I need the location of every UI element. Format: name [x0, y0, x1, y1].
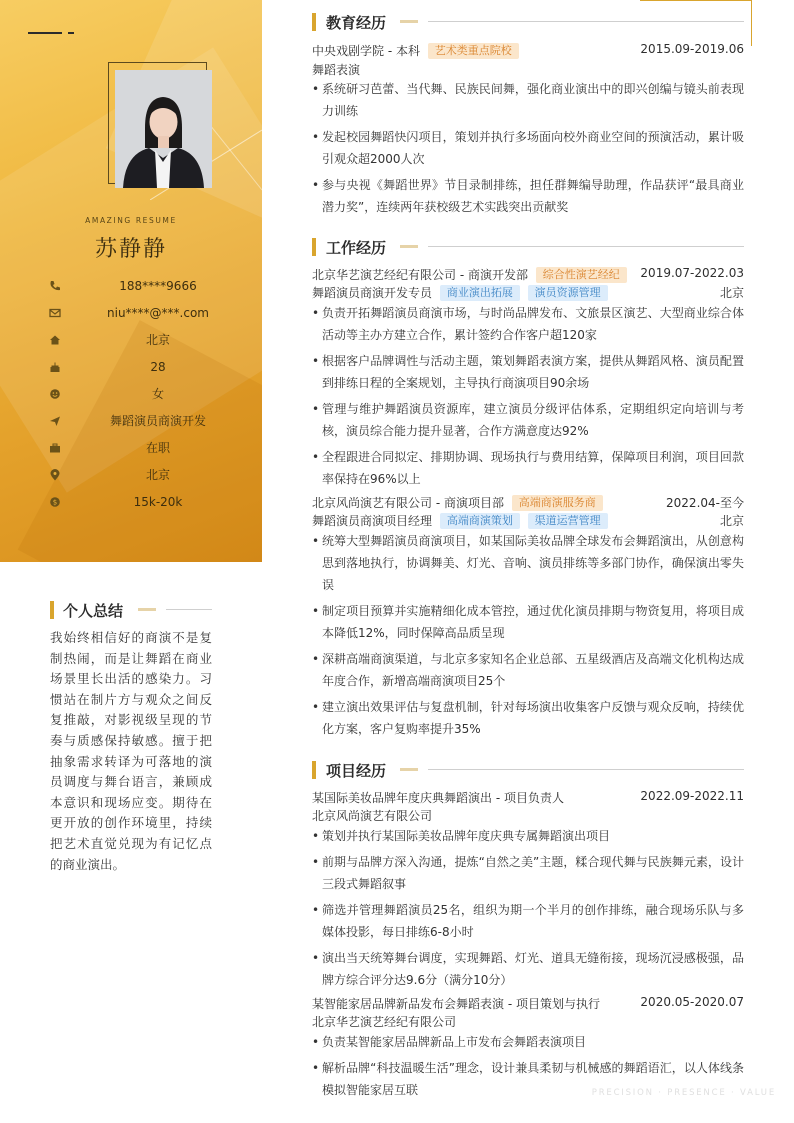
school-name: 中央戏剧学院 - 本科 — [312, 44, 420, 58]
job-role: 舞蹈演员商演项目经理 — [312, 514, 433, 528]
job-company: 北京华艺演艺经纪有限公司 - 商演开发部 — [312, 268, 528, 282]
education-header — [312, 42, 744, 59]
cake-icon — [48, 360, 62, 374]
job-bullet: • 根据客户品牌调性与活动主题，策划舞蹈表演方案，提供从舞蹈风格、演员配置到排练日程的全案规划，主导执行商演项目90余场 — [312, 350, 744, 394]
info-gender: 女 — [48, 384, 248, 404]
job-bullet: • 管理与维护舞蹈演员资源库，建立演员分级评估体系，定期组织定向培训与考核，演员综合能力提升显著，合作方满意度达92% — [312, 398, 744, 442]
footer-watermark: PRECISION · PRESENCE · VALUE — [591, 1088, 776, 1098]
section-divider — [428, 769, 744, 770]
section-divider — [166, 609, 212, 610]
info-status: 在职 — [48, 438, 248, 458]
job-bullet: • 负责开拓舞蹈演员商演市场，与时尚品牌发布、文旅景区演艺、大型商业综合体活动等主办方建立合作，累计签约合作客户超120家 — [312, 302, 744, 346]
section-marker — [312, 13, 316, 31]
info-email: niu****@***.com — [48, 303, 248, 323]
info-phone: 188****9666 — [48, 276, 248, 296]
skill-tag: 演员资源管理 — [528, 285, 608, 301]
info-location: 北京 — [48, 465, 248, 485]
section-divider — [428, 246, 744, 247]
info-intention: 舞蹈演员商演开发 — [48, 411, 248, 431]
project-bullet: • 负责某智能家居品牌新品上市发布会舞蹈表演项目 — [312, 1031, 744, 1053]
work-title: 工作经历 — [326, 239, 387, 257]
education-bullet: • 系统研习芭蕾、当代舞、民族民间舞，强化商业演出中的即兴创编与镜头前表现力训练 — [312, 78, 744, 122]
section-divider — [428, 21, 744, 22]
job-role-row — [312, 512, 744, 529]
project-bullet: • 筛选并管理舞蹈演员25名，组织为期一个半月的创作排练，融合现场乐队与多媒体投影，每日排练6-8小时 — [312, 899, 744, 943]
phone-icon — [48, 279, 62, 293]
location-pin-icon — [48, 468, 62, 482]
projects-title: 项目经历 — [326, 762, 387, 780]
project-org: 北京华艺演艺经纪有限公司 — [312, 1015, 457, 1029]
profile-photo — [115, 70, 212, 188]
project-header — [312, 995, 744, 1012]
mail-icon — [48, 306, 62, 320]
info-age: 28 — [48, 357, 248, 377]
education-bullet: • 参与央视《舞蹈世界》节目录制排练，担任群舞编导助理，作品获评“最具商业潜力奖”，连续两年获校级艺术实践突出贡献奖 — [312, 174, 744, 218]
job-date: 2022.04-至今 — [666, 496, 744, 510]
job-bullet: • 深耕高端商演渠道，与北京多家知名企业总部、五星级酒店及高端文化机构达成年度合作，新增高端商演项目25个 — [312, 648, 744, 692]
school-tag: 艺术类重点院校 — [428, 43, 519, 59]
skill-tag: 高端商演策划 — [440, 513, 520, 529]
job-bullet: • 统筹大型舞蹈演员商演项目，如某国际美妆品牌全球发布会舞蹈演出，从创意构思到落地执行，协调舞美、灯光、音响、演员排练等多部门协作，确保演出零失误 — [312, 530, 744, 596]
info-salary: $ 15k-20k — [48, 492, 248, 512]
corner-decor — [640, 0, 752, 1]
gender-icon — [48, 387, 62, 401]
project-name: 某国际美妆品牌年度庆典舞蹈演出 - 项目负责人 — [312, 791, 564, 805]
project-bullet: • 策划并执行某国际美妆品牌年度庆典专属舞蹈演出项目 — [312, 825, 744, 847]
job-role: 舞蹈演员商演开发专员 — [312, 286, 433, 300]
corner-decor — [751, 0, 752, 46]
project-bullet: • 解析品牌“科技温暖生活”理念，设计兼具柔韧与机械感的舞蹈语汇，以人体线条模拟智能家居互联 — [312, 1057, 744, 1101]
company-tag: 综合性演艺经纪 — [536, 267, 627, 283]
project-name: 某智能家居品牌新品发布会舞蹈表演 - 项目策划与执行 — [312, 997, 600, 1011]
company-tag: 高端商演服务商 — [512, 495, 603, 511]
job-company: 北京风尚演艺有限公司 - 商演项目部 — [312, 496, 504, 510]
education-bullet: • 发起校园舞蹈快闪项目，策划并执行多场面向校外商业空间的预演活动，累计吸引观众超2000人次 — [312, 126, 744, 170]
decor-line — [28, 32, 62, 34]
job-bullet: • 全程跟进合同拟定、排期协调、现场执行与费用结算，保障项目利润，项目回款率保持在96%以上 — [312, 446, 744, 490]
job-header — [312, 494, 744, 511]
svg-text:$: $ — [52, 498, 58, 507]
section-marker — [312, 238, 316, 256]
summary-text: 我始终相信好的商演不是复制热闹，而是让舞蹈在商业场景里长出活的感染力。习惯站在制片方与观众之间反复推敲，对影视级呈现的节奏与质感保持敏感。擅于把抽象需求转译为可落地的演员调度与舞台语言，兼顾成本意识和现场应变。期待在更开放的创作环境里，持续把艺术直觉兑现为有记忆点的商业演出。 — [50, 630, 212, 872]
briefcase-icon — [48, 441, 62, 455]
skill-tag: 商业演出拓展 — [440, 285, 520, 301]
job-city: 北京 — [719, 286, 744, 300]
section-dash — [400, 245, 418, 248]
section-marker — [50, 601, 54, 619]
home-icon — [48, 333, 62, 347]
project-date: 2022.09-2022.11 — [640, 789, 744, 803]
section-dash — [400, 20, 418, 23]
section-dash — [138, 608, 156, 611]
resume-tagline: AMAZING RESUME — [85, 216, 177, 225]
project-org: 北京风尚演艺有限公司 — [312, 809, 433, 823]
project-header — [312, 789, 744, 806]
section-marker — [312, 761, 316, 779]
candidate-name: 苏静静 — [94, 237, 167, 262]
job-role-row — [312, 284, 744, 301]
info-city: 北京 — [48, 330, 248, 350]
salary-icon — [48, 495, 62, 509]
education-date: 2015.09-2019.06 — [640, 42, 744, 56]
skill-tag: 渠道运营管理 — [528, 513, 608, 529]
project-date: 2020.05-2020.07 — [640, 995, 744, 1009]
major: 舞蹈表演 — [312, 63, 361, 77]
summary-title: 个人总结 — [63, 602, 124, 620]
decor-line — [68, 32, 74, 34]
project-bullet: • 演出当天统筹舞台调度，实现舞蹈、灯光、道具无缝衔接，现场沉浸感极强，品牌方综合评分达9.6分（满分10分） — [312, 947, 744, 991]
section-dash — [400, 768, 418, 771]
job-city: 北京 — [719, 514, 744, 528]
job-header — [312, 266, 744, 283]
education-title: 教育经历 — [326, 14, 387, 32]
job-date: 2019.07-2022.03 — [640, 266, 744, 280]
job-bullet: • 制定项目预算并实施精细化成本管控，通过优化演员排期与物资复用，将项目成本降低12%，同时保障高品质呈现 — [312, 600, 744, 644]
job-bullet: • 建立演出效果评估与复盘机制，针对每场演出收集客户反馈与观众反响，持续优化方案，客户复购率提升35% — [312, 696, 744, 740]
project-bullet: • 前期与品牌方深入沟通，提炼“自然之美”主题，糅合现代舞与民族舞元素，设计三段式舞蹈叙事 — [312, 851, 744, 895]
send-icon — [48, 414, 62, 428]
